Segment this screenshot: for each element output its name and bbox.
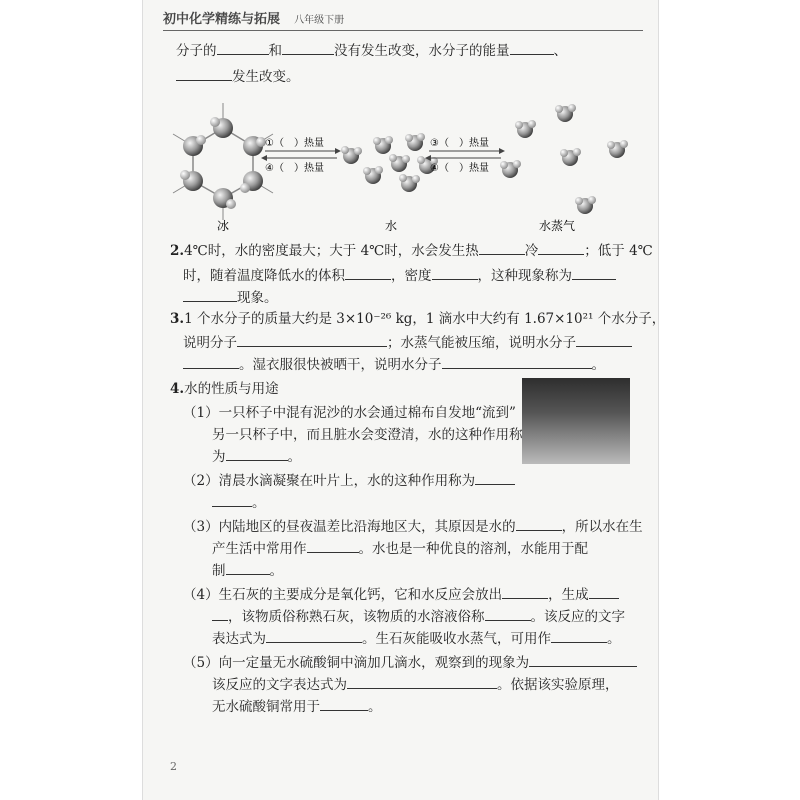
page-header — [163, 8, 643, 31]
blank[interactable] — [589, 584, 619, 599]
book-title: 初中化学精练与拓展 — [163, 12, 281, 27]
arrow-3-label: ③（ ）热量 — [430, 138, 489, 149]
q4-s5-line-3: 无水硫酸铜常用于 。 — [212, 696, 382, 718]
blank[interactable] — [266, 628, 362, 643]
vapor-molecules — [500, 104, 628, 214]
arrow-2-label: ④（ ）热量 — [265, 163, 324, 174]
q2-line-1: 2.4℃时，水的密度最大；大于 4℃时，水会发生热 冷 ；低于 4℃ — [170, 240, 653, 262]
blank[interactable] — [183, 287, 237, 302]
blank[interactable] — [320, 696, 368, 711]
page-number: 2 — [170, 760, 177, 773]
q4-s4-line-3: 表达式为 。生石灰能吸收水蒸气，可用作 。 — [212, 628, 621, 650]
q4-s5-line-1: （5）向一定量无水硫酸铜中滴加几滴水，观察到的现象为 — [183, 652, 637, 674]
blank[interactable] — [226, 446, 288, 461]
label-water: 水 — [385, 219, 398, 233]
blank[interactable] — [529, 652, 637, 667]
blank[interactable] — [237, 332, 387, 347]
q4-s3-line-3: 制 。 — [212, 560, 283, 582]
blank[interactable] — [551, 628, 607, 643]
blank[interactable] — [212, 606, 228, 621]
blank[interactable] — [217, 40, 269, 55]
q4-s4-line-2: ，该物质俗称熟石灰，该物质的水溶液俗称 。该反应的文字 — [212, 606, 625, 628]
blank[interactable] — [345, 265, 391, 280]
blank[interactable] — [347, 674, 497, 689]
q4-s1-line-1: （1）一只杯子中混有泥沙的水会通过棉布自发地“流到” — [183, 405, 516, 421]
q3-line-3: 。湿衣服很快被晒干，说明水分子 。 — [183, 354, 605, 376]
blank[interactable] — [516, 516, 562, 531]
q4-s5-line-2: 该反应的文字表达式为 。依据该实验原理， — [212, 674, 619, 696]
blank[interactable] — [212, 492, 252, 507]
blank[interactable] — [226, 560, 270, 575]
blank[interactable] — [442, 354, 592, 369]
blank[interactable] — [183, 354, 239, 369]
blank[interactable] — [538, 240, 584, 255]
q2-line-3: 现象。 — [183, 287, 278, 309]
q4-s1-line-2: 另一只杯子中，而且脏水会变澄清，水的这种作用称 — [212, 427, 523, 443]
q4-s2-line-2: 。 — [212, 492, 266, 514]
intro-line-1: 分子的 和 没有发生改变，水分子的能量 、 — [176, 40, 567, 62]
blank[interactable] — [307, 538, 359, 553]
q2-line-2: 时，随着温度降低水的体积 ，密度 ，这种现象称为 — [183, 265, 616, 287]
blank[interactable] — [485, 606, 531, 621]
q4-s3-line-2: 产生活中常用作 。水也是一种优良的溶剂，水能用于配 — [212, 538, 588, 560]
q4-s4-line-1: （4）生石灰的主要成分是氧化钙，它和水反应会放出 ，生成 — [183, 584, 619, 606]
arrow-1-label: ①（ ）热量 — [265, 138, 324, 149]
arrow-4-label: ④（ ）热量 — [430, 163, 489, 174]
blank[interactable] — [176, 66, 232, 81]
filtration-photo — [522, 378, 630, 464]
ice-lattice — [173, 103, 273, 220]
water-state-diagram — [165, 98, 645, 238]
liquid-molecules — [341, 133, 438, 192]
label-ice: 冰 — [217, 219, 230, 233]
blank[interactable] — [432, 265, 478, 280]
label-vapor: 水蒸气 — [539, 219, 576, 233]
blank[interactable] — [510, 40, 554, 55]
q3-line-2: 说明分子 ；水蒸气能被压缩，说明水分子 — [183, 332, 632, 354]
q4-s1-line-3: 为 。 — [212, 446, 301, 468]
q3-line-1: 3.1 个水分子的质量大约是 3×10⁻²⁶ kg，1 滴水中大约有 1.67×10²¹ 个水分子， — [170, 311, 666, 327]
blank[interactable] — [576, 332, 632, 347]
intro-line-2: 发生改变。 — [176, 66, 300, 88]
blank[interactable] — [282, 40, 334, 55]
blank[interactable] — [475, 470, 515, 485]
blank[interactable] — [572, 265, 616, 280]
q4-s2-line-1: （2）清晨水滴凝聚在叶片上，水的这种作用称为 — [183, 470, 515, 492]
blank[interactable] — [479, 240, 525, 255]
grade-label: 八年级下册 — [294, 15, 345, 26]
blank[interactable] — [502, 584, 548, 599]
q4-title: 4.水的性质与用途 — [170, 381, 279, 397]
arrow-group-1 — [261, 148, 341, 161]
q4-s3-line-1: （3）内陆地区的昼夜温差比沿海地区大，其原因是水的 ，所以水在生 — [183, 516, 643, 538]
